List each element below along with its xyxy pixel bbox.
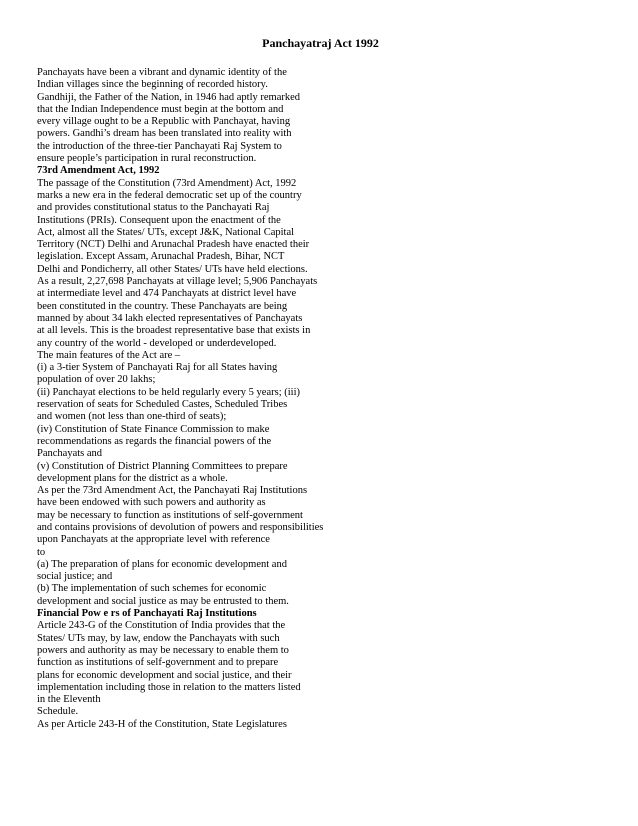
body-line: Panchayats and (37, 448, 103, 460)
body-line: recommendations as regards the financial powers of the (37, 435, 272, 447)
body-line: (i) a 3-tier System of Panchayati Raj for all States having (37, 362, 278, 374)
body-line: any country of the world - developed or underdeveloped. (37, 337, 277, 349)
body-line: development and social justice as may be entrusted to them. (37, 595, 289, 607)
body-line: As per Article 243-H of the Constitution, State Legislatures (37, 718, 287, 730)
body-line: Schedule. (37, 706, 79, 718)
body-line: The passage of the Constitution (73rd Amendment) Act, 1992 (37, 177, 297, 189)
body-line: to (37, 546, 46, 558)
body-line: manned by about 34 lakh elected representatives of Panchayats (37, 312, 303, 324)
body-line: at intermediate level and 474 Panchayats at district level have (37, 288, 297, 300)
body-line: legislation. Except Assam, Arunachal Pradesh, Bihar, NCT (37, 251, 285, 263)
body-line: Act, almost all the States/ UTs, except J&K, National Capital (37, 226, 295, 238)
body-line: ensure people’s participation in rural reconstruction. (37, 153, 257, 165)
body-line: function as institutions of self-government and to prepare (37, 657, 279, 669)
body-line: powers. Gandhi’s dream has been translated into reality with (37, 128, 292, 140)
body-line: may be necessary to function as institutions of self-government (37, 509, 303, 521)
body-line: The main features of the Act are – (37, 349, 181, 361)
body-line: (b) The implementation of such schemes for economic (37, 583, 267, 595)
body-line: Delhi and Pondicherry, all other States/ UTs have held elections. (37, 263, 308, 275)
body-line: at all levels. This is the broadest representative base that exists in (37, 325, 311, 337)
body-line: been constituted in the country. These Panchayats are being (37, 300, 288, 312)
body-line: Indian villages since the beginning of recorded history. (37, 79, 268, 91)
body-line: and provides constitutional status to the Panchayati Raj (37, 202, 270, 214)
body-line: As per the 73rd Amendment Act, the Panchayati Raj Institutions (37, 485, 308, 497)
section-heading: 73rd Amendment Act, 1992 (37, 165, 160, 177)
body-line: States/ UTs may, by law, endow the Panchayats with such (37, 632, 280, 644)
body-line: implementation including those in relation to the matters listed (37, 681, 301, 693)
body-line: Gandhiji, the Father of the Nation, in 1946 had aptly remarked (37, 91, 301, 103)
body-line: As a result, 2,27,698 Panchayats at village level; 5,906 Panchayats (37, 276, 318, 288)
body-line: reservation of seats for Scheduled Castes, Scheduled Tribes (37, 399, 288, 411)
document-title-text: Panchayatraj Act 1992 (262, 36, 379, 50)
body-line: marks a new era in the federal democratic set up of the country (37, 189, 302, 201)
body-line: and contains provisions of devolution of powers and responsibilities (37, 521, 324, 533)
body-line: powers and authority as may be necessary to enable them to (37, 644, 289, 656)
body-line: (v) Constitution of District Planning Committees to prepare (37, 460, 288, 472)
body-line: Panchayats have been a vibrant and dynamic identity of the (37, 67, 287, 78)
body-line: Territory (NCT) Delhi and Arunachal Pradesh have enacted their (37, 239, 310, 251)
body-line: (a) The preparation of plans for economic development and (37, 558, 287, 570)
body-line: Institutions (PRIs). Consequent upon the enactment of the (37, 214, 281, 226)
body-line: upon Panchayats at the appropriate level with reference (37, 534, 270, 546)
body-line: that the Indian Independence must begin at the bottom and (37, 103, 284, 115)
body-line: Article 243-G of the Constitution of India provides that the (37, 620, 286, 632)
body-line: (iv) Constitution of State Finance Commission to make (37, 423, 270, 435)
document-body (37, 67, 367, 731)
body-line: (ii) Panchayat elections to be held regularly every 5 years; (iii) (37, 386, 300, 398)
body-line: social justice; and (37, 571, 113, 583)
body-line: in the Eleventh (37, 694, 101, 706)
body-line: the introduction of the three-tier Panchayati Raj System to (37, 140, 282, 152)
body-line: plans for economic development and social justice, and their (37, 669, 292, 681)
body-line: and women (not less than one-third of seats); (37, 411, 227, 423)
section-heading: Financial Pow e rs of Panchayati Raj Institutions (37, 608, 257, 620)
body-line: development plans for the district as a whole. (37, 472, 228, 484)
body-line: every village ought to be a Republic with Panchayat, having (37, 116, 291, 128)
body-line: have been endowed with such powers and authority as (37, 497, 266, 509)
body-line: population of over 20 lakhs; (37, 374, 156, 386)
document-title (0, 36, 638, 50)
